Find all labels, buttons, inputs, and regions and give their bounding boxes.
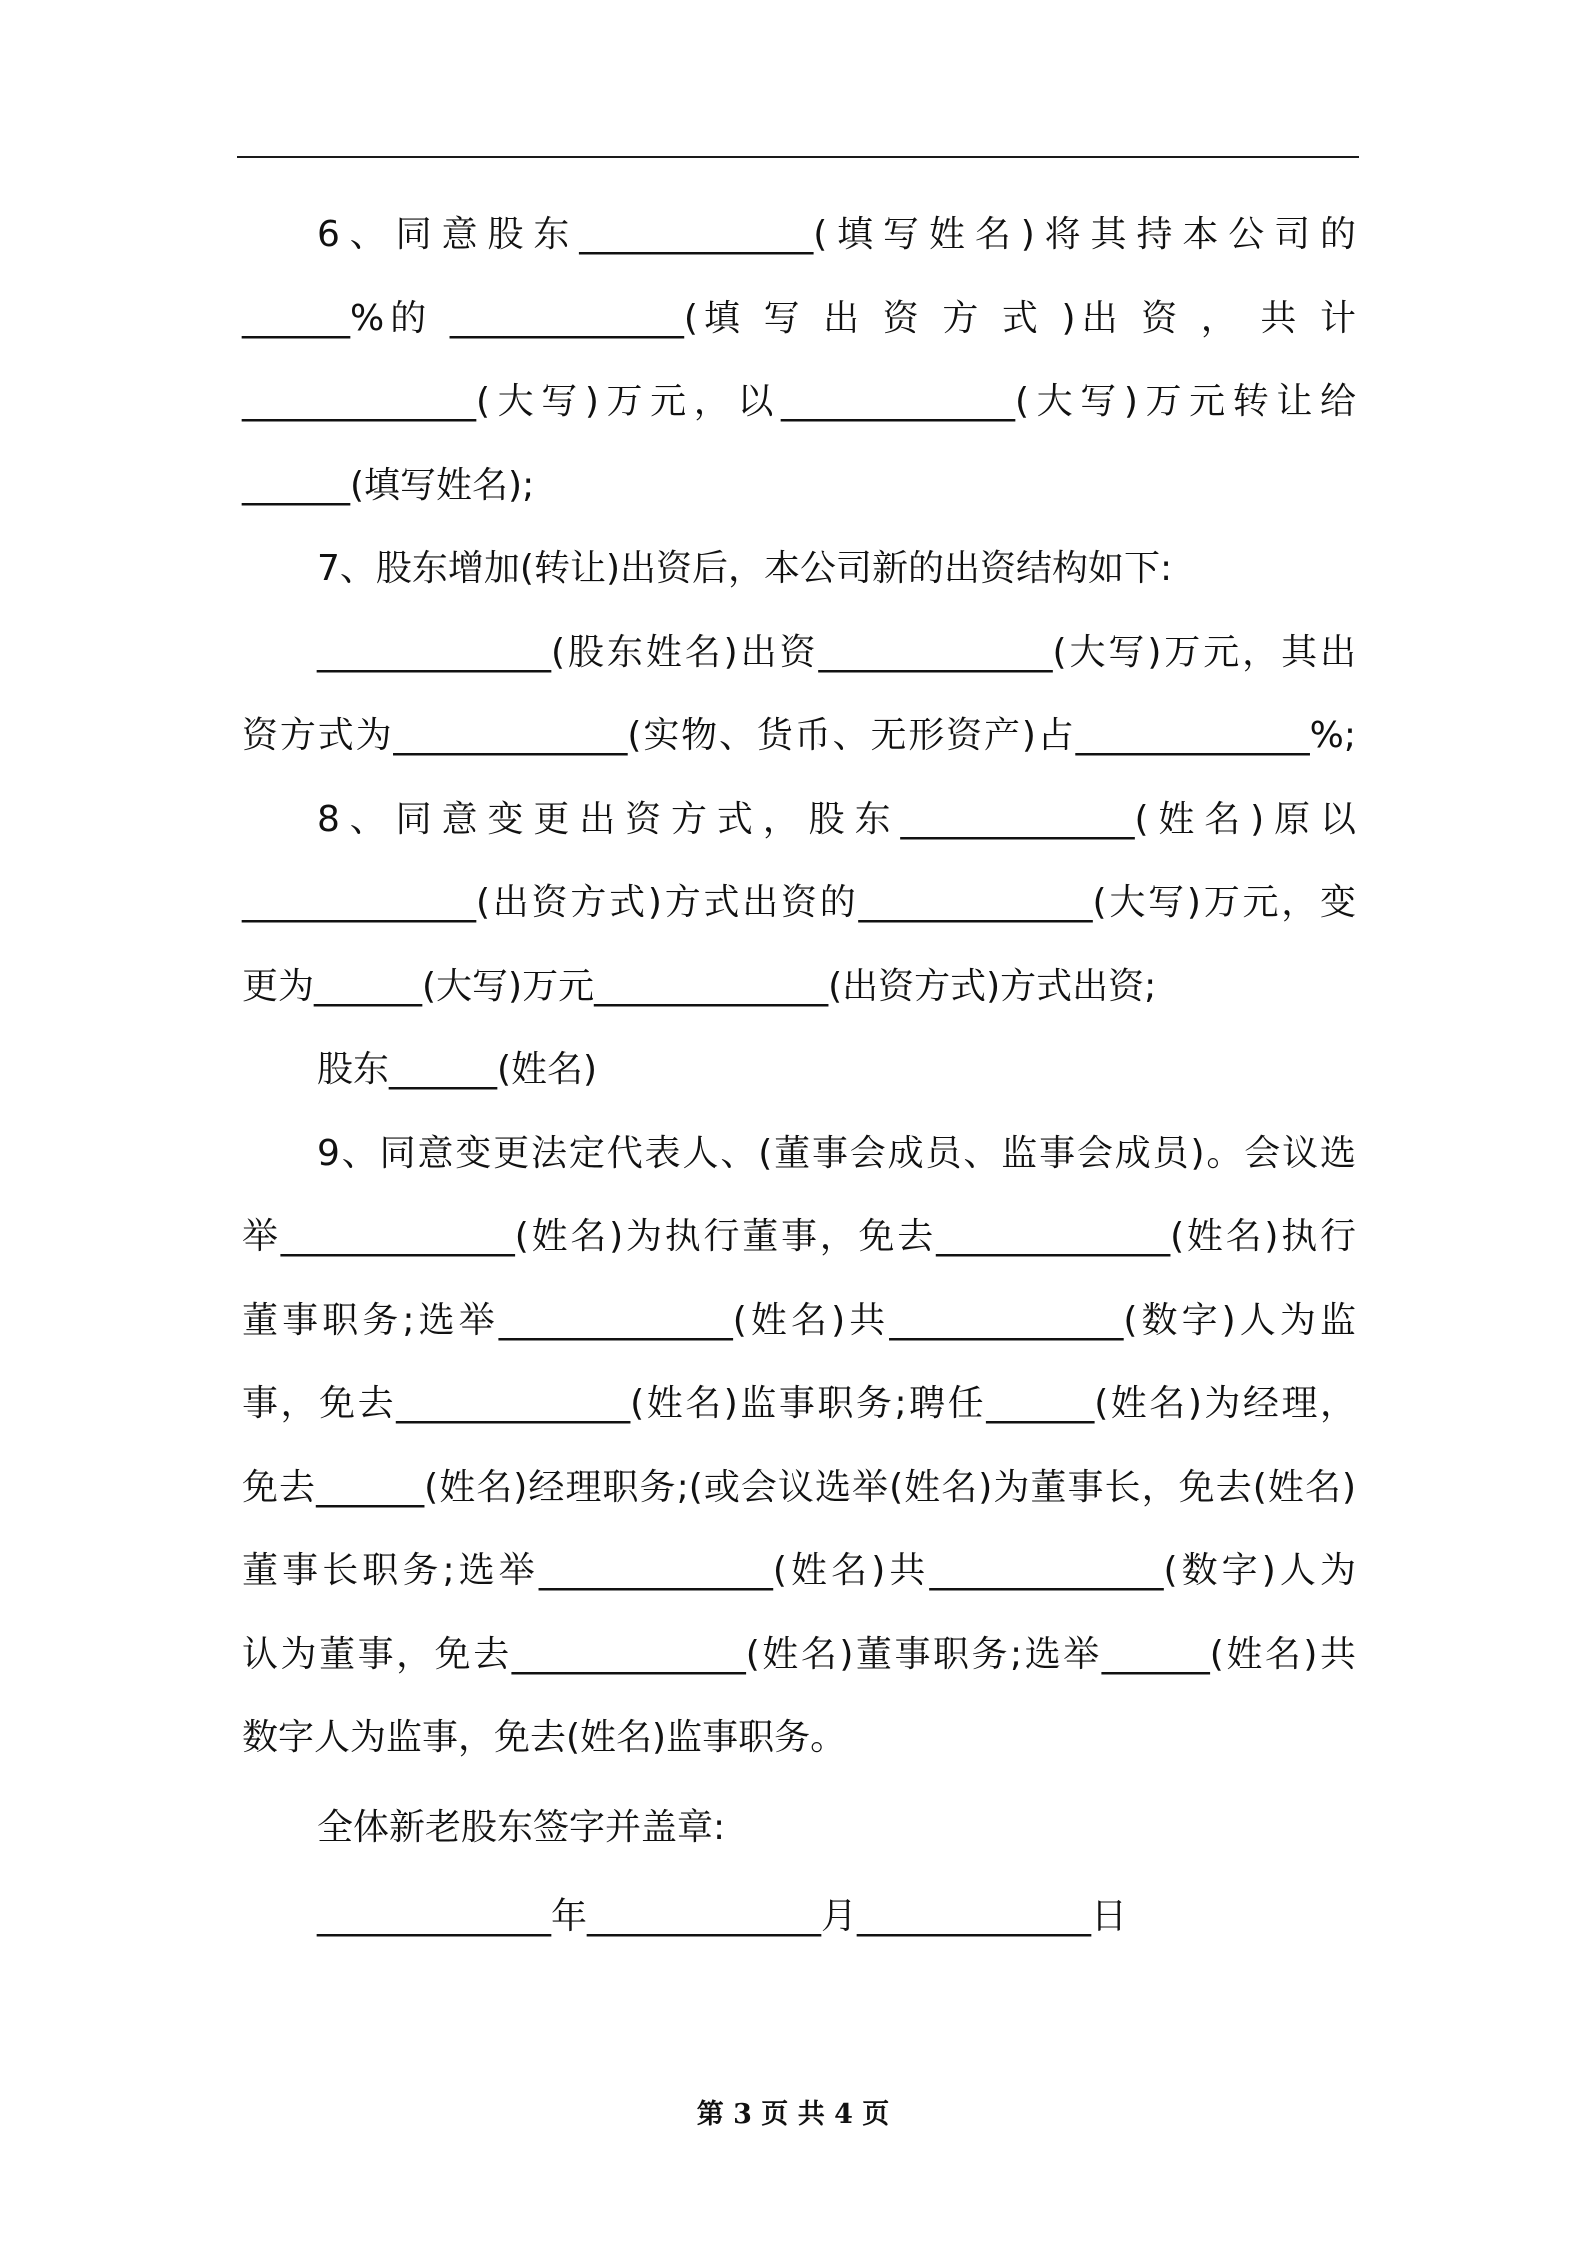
text-line: _____________(出资方式)方式出资的_____________(大写)万元，变: [242, 882, 1356, 923]
text-line: 9、同意变更法定代表人、(董事会成员、监事会成员)。会议选: [317, 1132, 1356, 1174]
text-line: 6、同意股东_____________(填写姓名)将其持本公司的: [317, 214, 1356, 255]
page-number: 第 3 页 共 4 页: [696, 2099, 890, 2130]
signature-date-line: _____________年_____________月_____________日: [317, 1896, 1127, 1937]
text-line: 董事长职务;选举_____________(姓名)共_____________(数字)人为: [242, 1550, 1356, 1591]
text-line: 事，免去_____________(姓名)监事职务;聘任______(姓名)为经理，: [242, 1383, 1356, 1424]
text-line: 认为董事，免去_____________(姓名)董事职务;选举______(姓名)共: [242, 1633, 1356, 1675]
text-line: _____________(股东姓名)出资_____________(大写)万元，其出: [317, 631, 1356, 673]
document-body: [242, 193, 1356, 1959]
text-line: 董事职务;选举_____________(姓名)共_____________(数字)人为监: [242, 1299, 1356, 1341]
text-line: 资方式为_____________(实物、货币、无形资产)占_____________%;: [242, 715, 1356, 756]
text-line: ______(填写姓名);: [242, 464, 535, 506]
text-line: _____________(大写)万元，以_____________(大写)万元转让给: [242, 381, 1356, 422]
text-line: 股东______(姓名): [317, 1049, 598, 1090]
text-line: 举_____________(姓名)为执行董事，免去_____________(姓名)执行: [242, 1216, 1356, 1257]
text-line: 7、股东增加(转让)出资后，本公司新的出资结构如下:: [317, 548, 1173, 589]
header-rule: [237, 156, 1359, 158]
text-line: 8、同意变更出资方式，股东_____________(姓名)原以: [317, 798, 1356, 840]
text-line: 数字人为监事，免去(姓名)监事职务。: [242, 1717, 847, 1758]
text-line: 更为______(大写)万元_____________(出资方式)方式出资;: [242, 965, 1157, 1007]
text-line: 全体新老股东签字并盖章:: [317, 1806, 726, 1848]
text-line: 免去______(姓名)经理职务;(或会议选举(姓名)为董事长，免去(姓名): [242, 1466, 1356, 1508]
text-line: ______%的 _____________(填 写 出 资 方 式 )出 资 ， 共 计: [242, 297, 1356, 339]
